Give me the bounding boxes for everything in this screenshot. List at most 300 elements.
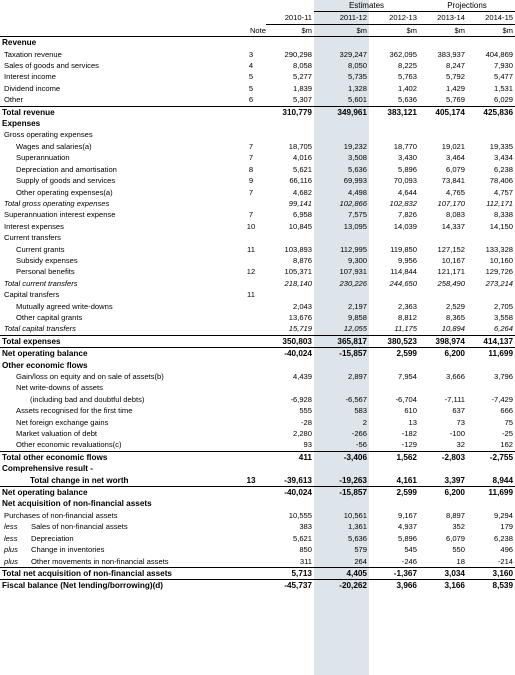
value-cell: 583: [354, 406, 367, 416]
value-cell: 112,171: [486, 198, 514, 208]
value-cell: [467, 232, 515, 243]
note-cell: [236, 544, 266, 555]
table-row: [0, 394, 515, 405]
note-cell: 13: [246, 475, 256, 485]
row-label-text: Depreciation: [31, 533, 74, 543]
value-cell: 1,531: [494, 83, 514, 93]
value-cell: 264: [354, 556, 367, 566]
value-cell: 70,093: [393, 176, 417, 186]
value-cell: 5,477: [494, 72, 514, 82]
table-row: [0, 60, 515, 71]
value-cell: 5,601: [347, 95, 367, 105]
value-cell: 5,636: [397, 95, 417, 105]
note-cell: 10: [246, 221, 256, 231]
note-cell: [236, 580, 266, 592]
value-cell: 3,666: [445, 372, 465, 381]
value-cell: 8,897: [445, 510, 465, 520]
total-row: [0, 475, 515, 487]
value-cell: 8,050: [347, 61, 367, 71]
row-label: [0, 556, 236, 568]
value-cell: 383,121: [369, 106, 419, 118]
value-cell: 10,555: [288, 510, 312, 520]
value-cell: 179: [500, 522, 514, 532]
row-label: (including bad and doubtful debts): [30, 394, 145, 404]
note-cell: 11: [247, 290, 255, 300]
value-cell: 19,021: [441, 141, 465, 151]
note-cell: [236, 567, 266, 579]
value-cell: 362,095: [389, 49, 417, 59]
value-cell: -182: [401, 429, 417, 439]
total-row: [0, 580, 515, 592]
value-cell: [467, 289, 515, 300]
value-cell: 73,841: [441, 176, 465, 186]
year-header: 2013-14: [419, 12, 467, 24]
value-cell: 4,498: [347, 187, 367, 197]
note-cell: 5: [248, 83, 254, 93]
subtotal-row: [0, 323, 515, 335]
value-cell: 3,434: [494, 153, 514, 163]
value-cell: 12,055: [343, 324, 367, 334]
note-cell: [236, 521, 266, 532]
column-group-row: [0, 0, 515, 12]
value-cell: 18,770: [393, 141, 417, 151]
value-cell: -1,367: [369, 567, 419, 579]
note-cell: [236, 371, 266, 382]
value-cell: 8,944: [492, 475, 514, 485]
value-cell: [369, 382, 419, 393]
total-row: [0, 451, 515, 463]
value-cell: 5,763: [397, 72, 417, 82]
value-cell: [369, 289, 419, 300]
note-cell: [236, 301, 266, 312]
section-filler: [236, 118, 515, 129]
note-cell: [236, 382, 266, 393]
note-cell: 5: [248, 72, 254, 82]
row-label: Expenses: [2, 119, 41, 129]
row-prefix: plus: [4, 545, 18, 555]
value-cell: [467, 129, 515, 140]
value-cell: 119,850: [390, 244, 417, 254]
value-cell: 107,170: [437, 198, 465, 208]
value-cell: 3,430: [397, 153, 417, 163]
note-column-header: Note: [236, 24, 266, 36]
note-cell: 11: [247, 244, 255, 254]
value-cell: 133,328: [485, 244, 514, 254]
row-label: Market valuation of debt: [16, 429, 98, 439]
value-cell: [314, 129, 369, 140]
value-cell: 352: [452, 522, 465, 532]
value-cell: 18: [456, 556, 465, 566]
value-cell: -19,263: [339, 475, 367, 485]
note-cell: [236, 394, 266, 405]
note-cell: 4: [248, 61, 254, 71]
value-cell: -40,024: [266, 487, 314, 499]
row-label: Current grants: [16, 244, 65, 254]
row-label: Other capital grants: [16, 312, 83, 322]
note-cell: 8: [248, 164, 254, 174]
value-cell: 19,335: [489, 141, 514, 151]
unit-label: $m: [266, 24, 314, 36]
note-cell: [236, 348, 266, 360]
table-row: [0, 94, 515, 106]
value-cell: 11,175: [394, 324, 417, 334]
note-cell: [236, 129, 266, 140]
value-cell: 2,043: [292, 301, 312, 311]
table-row: [0, 129, 515, 140]
value-cell: 3,558: [494, 312, 514, 322]
value-cell: 8,247: [445, 61, 465, 71]
value-cell: 5,277: [292, 72, 312, 82]
value-cell: 3,464: [445, 153, 465, 163]
row-label: Mutually agreed write-downs: [16, 301, 113, 311]
value-cell: 2,897: [347, 372, 367, 381]
value-cell: 2,280: [292, 429, 312, 439]
value-cell: 69,993: [343, 176, 367, 186]
value-cell: 666: [500, 406, 514, 416]
value-cell: 311: [299, 556, 312, 566]
note-cell: [236, 428, 266, 439]
value-cell: 129,726: [485, 267, 514, 277]
value-cell: 4,644: [397, 187, 417, 197]
note-cell: [236, 439, 266, 451]
table-row: [0, 175, 515, 186]
table-body: [0, 37, 515, 592]
value-cell: 6,079: [445, 164, 465, 174]
table-row: [0, 312, 515, 323]
value-cell: -28: [301, 417, 312, 427]
table-row: [0, 382, 515, 393]
value-cell: 4,682: [292, 187, 312, 197]
row-label: Personal benefits: [16, 267, 75, 277]
row-label: Interest income: [4, 72, 56, 82]
value-cell: 8,539: [467, 580, 515, 592]
value-cell: 258,490: [437, 278, 465, 288]
note-cell: 3: [248, 49, 254, 59]
value-cell: 103,893: [284, 244, 312, 254]
table-row: [0, 544, 515, 555]
row-label: Capital transfers: [4, 290, 60, 300]
total-row: [0, 348, 515, 360]
note-cell: [236, 312, 266, 323]
value-cell: 162: [500, 440, 514, 450]
value-cell: 8,365: [445, 312, 465, 322]
value-cell: 404,869: [485, 49, 514, 59]
value-cell: 5,636: [347, 164, 367, 174]
value-cell: 121,171: [437, 267, 465, 277]
value-cell: 5,896: [397, 533, 417, 543]
value-cell: 8,225: [397, 61, 417, 71]
row-label: Subsidy expenses: [16, 255, 78, 265]
note-cell: [236, 198, 266, 209]
value-cell: 105,371: [284, 267, 312, 277]
value-cell: 6,200: [419, 487, 467, 499]
row-label: Depreciation and amortisation: [16, 164, 117, 174]
row-label-text: Change in inventories: [31, 545, 105, 555]
value-cell: 11,699: [467, 348, 515, 360]
row-label: Taxation revenue: [4, 49, 62, 59]
row-prefix: less: [4, 533, 18, 543]
table-row: [0, 417, 515, 428]
value-cell: 2,363: [397, 301, 417, 311]
row-label: Dividend income: [4, 83, 61, 93]
table-row: [0, 405, 515, 416]
section-filler: [236, 463, 515, 474]
table-row: [0, 83, 515, 94]
value-cell: 579: [354, 545, 367, 555]
value-cell: [266, 232, 314, 243]
value-cell: 8,083: [445, 210, 465, 220]
value-cell: 6,200: [419, 348, 467, 360]
value-cell: [419, 129, 467, 140]
row-label: Superannuation interest expense: [4, 210, 116, 220]
note-cell: [236, 335, 266, 347]
value-cell: -40,024: [266, 348, 314, 360]
row-label: Supply of goods and services: [16, 176, 116, 186]
value-cell: 7,826: [397, 210, 417, 220]
value-cell: 75: [504, 417, 514, 427]
row-label: Assets recognised for the first time: [16, 406, 133, 416]
value-cell: 32: [456, 440, 465, 450]
value-cell: 15,719: [288, 324, 312, 334]
value-cell: -15,857: [314, 487, 369, 499]
value-cell: 9,956: [397, 255, 417, 265]
row-label: Total capital transfers: [4, 324, 76, 334]
table-row: [0, 510, 515, 521]
value-cell: [266, 129, 314, 140]
row-label: Other economic revaluations(c): [16, 440, 122, 450]
value-cell: 8,876: [292, 255, 312, 265]
section-filler: [236, 360, 515, 371]
unit-label: $m: [419, 24, 467, 36]
value-cell: 2,599: [369, 348, 419, 360]
value-cell: 1,562: [369, 451, 419, 463]
value-cell: 18,705: [288, 141, 312, 151]
table-row: [0, 266, 515, 277]
value-cell: 10,160: [489, 255, 514, 265]
projections-group-label: Projections: [419, 0, 515, 12]
note-cell: [236, 278, 266, 289]
value-cell: 411: [266, 451, 314, 463]
value-cell: 3,160: [467, 567, 515, 579]
note-cell: [236, 451, 266, 463]
value-cell: 405,174: [419, 106, 467, 118]
estimates-group-label: Estimates: [314, 0, 419, 12]
value-cell: -15,857: [314, 348, 369, 360]
row-label: Net acquisition of non-financial assets: [2, 499, 152, 509]
row-label: Other: [4, 95, 23, 105]
year-header: 2014-15: [467, 12, 515, 24]
year-header: 2012-13: [369, 12, 419, 24]
table-row: [0, 533, 515, 544]
value-cell: 244,650: [389, 278, 417, 288]
note-cell: [236, 510, 266, 521]
table-row: [0, 301, 515, 312]
value-cell: 10,845: [288, 221, 312, 231]
value-cell: 5,621: [292, 533, 312, 543]
table-row: [0, 164, 515, 175]
unit-label: $m: [369, 24, 419, 36]
value-cell: [369, 129, 419, 140]
table-row: [0, 232, 515, 243]
note-cell: [236, 255, 266, 266]
row-label: Fiscal balance (Net lending/borrowing)(d): [0, 580, 236, 592]
value-cell: 2,529: [445, 301, 465, 311]
value-cell: 5,896: [397, 164, 417, 174]
total-row: [0, 567, 515, 579]
total-row: [0, 335, 515, 347]
value-cell: 349,961: [314, 106, 369, 118]
value-cell: 230,226: [339, 278, 367, 288]
row-label: Net foreign exchange gains: [16, 417, 109, 427]
table-row: [0, 521, 515, 532]
value-cell: 6,029: [494, 95, 514, 105]
value-cell: -214: [497, 556, 514, 566]
note-cell: [236, 106, 266, 118]
value-cell: 14,039: [393, 221, 417, 231]
row-label: Gross operating expenses: [4, 130, 93, 140]
section-heading-row: [0, 498, 515, 509]
row-label: Interest expenses: [4, 221, 64, 231]
value-cell: 5,792: [445, 72, 465, 82]
row-prefix: less: [4, 522, 18, 532]
value-cell: 4,765: [445, 187, 465, 197]
value-cell: 114,844: [390, 267, 417, 277]
value-cell: 310,779: [266, 106, 314, 118]
row-label: Total revenue: [0, 106, 236, 118]
note-cell: [236, 556, 266, 568]
section-filler: [236, 498, 515, 509]
value-cell: 2,197: [347, 301, 367, 311]
section-heading-row: [0, 37, 515, 49]
note-cell: [236, 533, 266, 544]
value-cell: 6,238: [494, 533, 514, 543]
value-cell: -20,262: [314, 580, 369, 592]
value-cell: 4,439: [292, 372, 312, 381]
value-cell: 3,166: [419, 580, 467, 592]
value-cell: -266: [351, 429, 367, 439]
section-heading-row: [0, 118, 515, 129]
row-label: Net write-downs of assets: [16, 383, 103, 393]
value-cell: -100: [449, 429, 465, 439]
value-cell: 107,931: [339, 267, 367, 277]
value-cell: 5,713: [266, 567, 314, 579]
value-cell: 10,561: [343, 510, 367, 520]
year-header-row: [0, 12, 515, 24]
value-cell: 2: [362, 417, 367, 427]
value-cell: -3,406: [314, 451, 369, 463]
value-cell: 14,337: [441, 221, 465, 231]
value-cell: 99,141: [288, 198, 312, 208]
value-cell: 8,812: [397, 312, 417, 322]
section-heading-row: [0, 463, 515, 474]
value-cell: 5,735: [347, 72, 367, 82]
table-row: [0, 209, 515, 220]
value-cell: 329,247: [339, 49, 367, 59]
note-cell: 7: [248, 210, 254, 220]
note-cell: 7: [248, 153, 254, 163]
value-cell: 8,058: [292, 61, 312, 71]
value-cell: 10,167: [441, 255, 465, 265]
value-cell: [314, 382, 369, 393]
value-cell: 6,238: [494, 164, 514, 174]
value-cell: 9,294: [494, 510, 514, 520]
value-cell: 13,676: [288, 312, 312, 322]
value-cell: -6,704: [395, 394, 417, 404]
value-cell: 10,894: [441, 324, 465, 334]
value-cell: 1,361: [347, 522, 367, 532]
row-label: Purchases of non-financial assets: [4, 510, 118, 520]
total-row: [0, 487, 515, 499]
row-label: Total expenses: [0, 335, 236, 347]
value-cell: 2,599: [369, 487, 419, 499]
value-cell: 5,307: [292, 95, 312, 105]
value-cell: 14,150: [489, 221, 514, 231]
value-cell: -25: [502, 429, 514, 439]
value-cell: 13,095: [343, 221, 367, 231]
value-cell: 4,161: [396, 475, 417, 485]
value-cell: 365,817: [314, 335, 369, 347]
value-cell: 5,769: [445, 95, 465, 105]
row-label: Revenue: [2, 38, 37, 48]
value-cell: 9,858: [347, 312, 367, 322]
value-cell: 9,167: [397, 510, 417, 520]
value-cell: -2,755: [467, 451, 515, 463]
value-cell: 555: [299, 406, 312, 416]
year-header: 2010-11: [266, 12, 314, 24]
section-heading-row: [0, 360, 515, 371]
row-label: Total gross operating expenses: [4, 198, 110, 208]
value-cell: 5,621: [292, 164, 312, 174]
value-cell: 1,429: [445, 83, 465, 93]
row-label: [0, 544, 236, 555]
table-row: [0, 439, 515, 451]
row-label: Gain/loss on equity and on sale of assets(b): [16, 372, 164, 381]
note-cell: [236, 417, 266, 428]
note-cell: 9: [248, 176, 254, 186]
value-cell: 850: [299, 545, 312, 555]
table-row: [0, 255, 515, 266]
value-cell: 4,757: [494, 187, 514, 197]
value-cell: 3,034: [419, 567, 467, 579]
value-cell: 102,832: [389, 198, 417, 208]
row-label-text: Sales of non-financial assets: [31, 522, 128, 532]
value-cell: 496: [500, 545, 514, 555]
value-cell: 127,152: [437, 244, 465, 254]
table-row: [0, 556, 515, 568]
row-label: Sales of goods and services: [4, 61, 99, 71]
value-cell: 637: [452, 406, 465, 416]
value-cell: -6,567: [345, 394, 367, 404]
value-cell: 78,406: [489, 176, 514, 186]
table-row: [0, 244, 515, 255]
value-cell: -7,429: [491, 394, 514, 404]
value-cell: 93: [303, 440, 312, 450]
value-cell: 7,930: [494, 61, 514, 71]
value-cell: 4,405: [314, 567, 369, 579]
value-cell: -7,111: [444, 394, 465, 404]
note-cell: 7: [248, 141, 254, 151]
value-cell: 550: [452, 545, 465, 555]
value-cell: 3,397: [444, 475, 465, 485]
value-cell: 6,958: [292, 210, 312, 220]
row-label: Superannuation: [16, 153, 70, 163]
value-cell: 610: [404, 406, 417, 416]
value-cell: 380,523: [369, 335, 419, 347]
table-row: [0, 49, 515, 60]
value-cell: 350,803: [266, 335, 314, 347]
row-label: Total change in net worth: [30, 475, 129, 485]
table-row: [0, 371, 515, 382]
